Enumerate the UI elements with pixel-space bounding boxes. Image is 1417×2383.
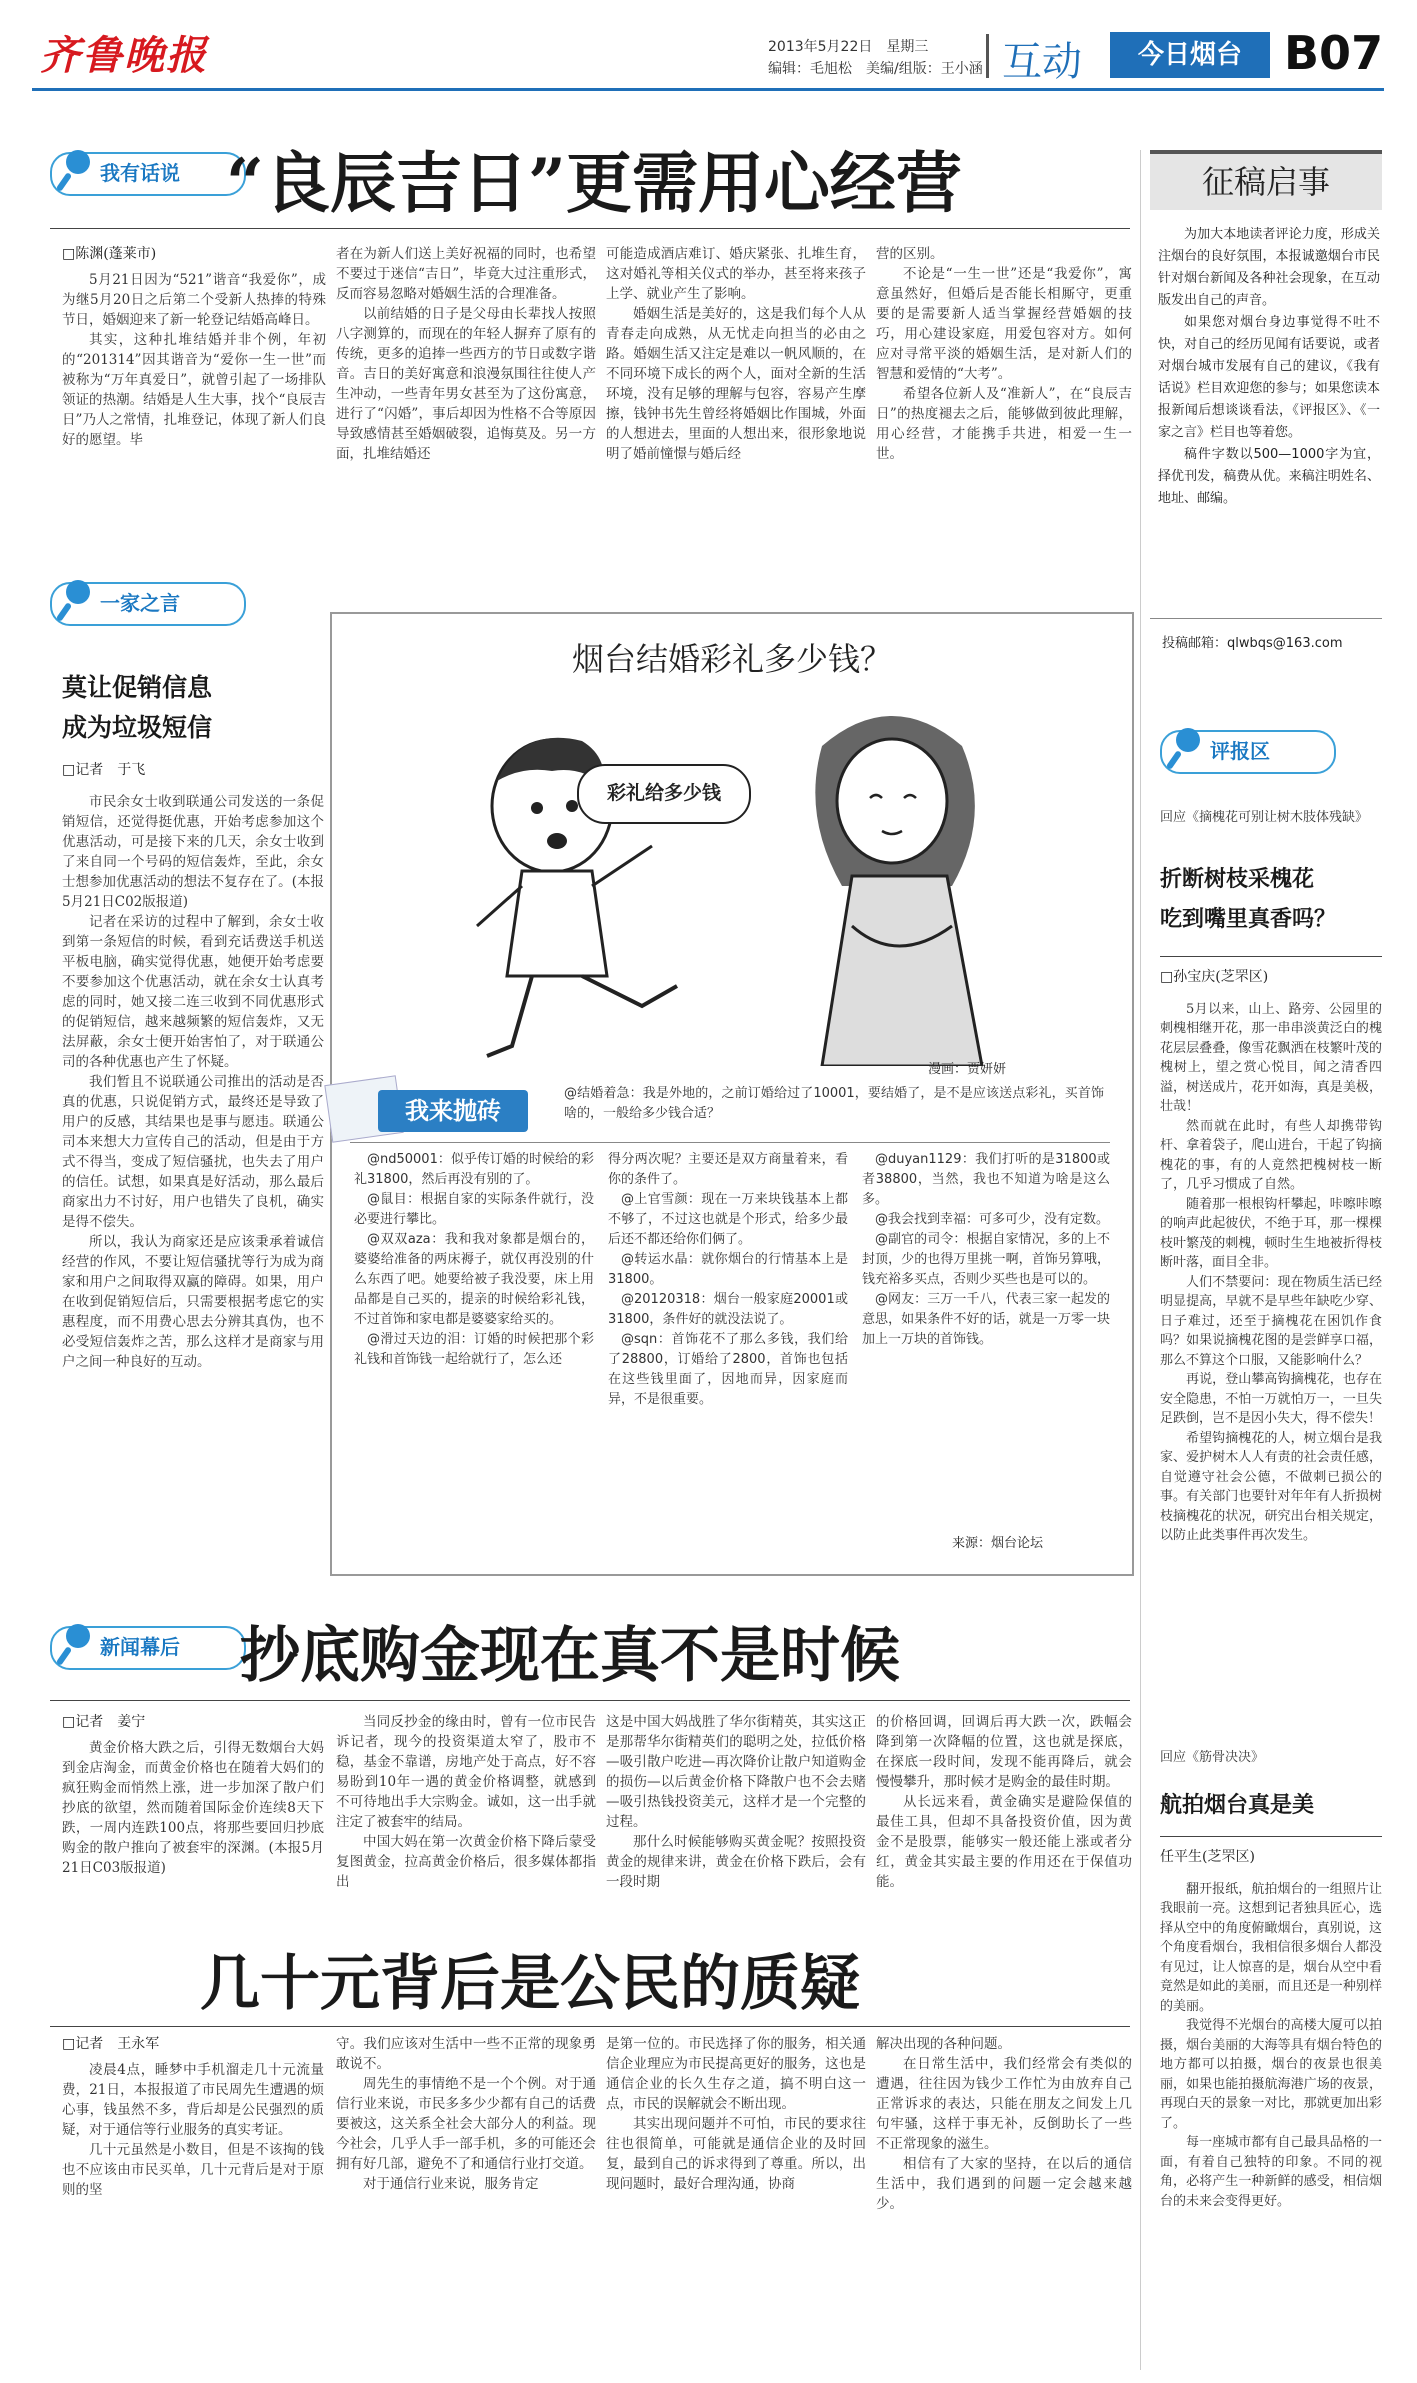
feature-column-2: [608, 1150, 848, 1530]
notice-title: 征稿启事: [1201, 163, 1330, 201]
editors-credit: 编辑：毛旭松 美编/组版：王小涵: [768, 61, 983, 77]
article-title-auspicious-day: “良辰吉日”更需用心经营: [226, 144, 962, 222]
throw-brick-label: [378, 1090, 528, 1132]
column-tag-xin-wen-mu-hou: [50, 1626, 246, 1670]
paragraph: 守。我们应该对生活中一些不正常的现象勇敢说不。: [336, 2036, 596, 2072]
feature-divider: [350, 1142, 1110, 1143]
paragraph: 凌晨4点，睡梦中手机溜走几十元流量费，21日，本报报道了市民周先生遭遇的烦心事，钱虽然不多，背后却是公民强烈的质疑，对于通信等行业服务的真实考证。: [62, 2062, 324, 2138]
article2-title-line-1: 莫让促销信息: [62, 673, 213, 702]
comment: @nd50001：似乎传订婚的时候给的彩礼31800，然后再没有别的了。: [354, 1152, 594, 1187]
paragraph: 希望钩摘槐花的人，树立烟台是我家、爱护树木人人有责的社会责任感，自觉遵守社会公德，不做刺已损公的事。有关部门也要针对年年有人折损树枝摘槐花的状况，研究出台相关规定，以防止此类事件再次发生。: [1160, 1430, 1382, 1543]
cartoon-illustration: [392, 686, 1082, 1066]
microphone-icon: [1166, 724, 1204, 772]
article1-column-2: [336, 244, 596, 540]
review2-byline: 任平生(芝罘区): [1160, 1849, 1255, 1865]
paragraph: 解决出现的各种问题。: [876, 2036, 1011, 2052]
article4-column-4: [876, 2034, 1132, 2374]
throw-brick-text: 我来抛砖: [405, 1097, 501, 1125]
paragraph: 市民余女士收到联通公司发送的一条促销短信，还觉得挺优惠，开始考虑参加这个优惠活动，可是接下来的几天，余女士收到了来自同一个号码的短信轰炸，至此，余女士想参加优惠活动的想法不复存在了。(本报5月21日C02版报道): [62, 794, 324, 910]
notice-email: 投稿邮箱：qlwbqs@163.com: [1162, 636, 1343, 651]
call-for-papers-box: [1150, 150, 1382, 680]
paragraph: 者在为新人们送上美好祝福的同时，也希望不要过于迷信“吉日”，毕竟大过注重形式，反而容易忽略对婚姻生活的合理准备。: [336, 246, 596, 302]
paragraph: 如果您对烟台身边事觉得不吐不快，对自己的经历见闻有话要说，或者对烟台城市发展有自己的建议，《我有话说》栏目欢迎您的参与；如果您读本报新闻后想谈谈看法，《评报区》、《一家之言》栏目也等着您。: [1158, 315, 1380, 440]
article1-byline: □陈渊(蓬莱市): [62, 246, 157, 262]
paragraph: 对于通信行业来说，服务肯定: [363, 2176, 539, 2192]
paragraph: 然而就在此时，有些人却携带钩杆、拿着袋子，爬山进台，干起了钩摘槐花的事，有的人竟然把槐树枝一断了，几乎习惯成了自然。: [1160, 1118, 1382, 1192]
subsection-label: 今日烟台: [1137, 40, 1242, 70]
paragraph: 人们不禁要问：现在物质生活已经明显提高，早就不是早些年缺吃少穿、日子难过，还至于摘槐花在困饥作食吗？如果说摘槐花图的是尝鲜享口福，那么不算这个口服，又能影响什么？: [1160, 1274, 1382, 1368]
article2-body: [62, 760, 324, 1590]
article2-byline: □记者 于飞: [62, 762, 146, 778]
divider: [50, 2026, 1130, 2027]
divider: [50, 228, 1130, 229]
paragraph: 不论是“一生一世”还是“我爱你”，寓意虽然好，但婚后是否能长相厮守，更重要的是需要新人适当掌握经营婚姻的技巧，用心建设家庭，用爱包容对方。如何应对寻常平淡的婚姻生活，是对新人们的智慧和爱情的“大考”。: [876, 266, 1132, 382]
column-tag-label: 一家之言: [100, 591, 180, 615]
paragraph: 从长远来看，黄金确实是避险保值的最佳工具，但却不具备投资价值，因为黄金不是股票，能够实一般还能上涨或者分红，黄金其实最主要的作用还在于保值功能。: [876, 1794, 1132, 1890]
paragraph: 其实，这种扎堆结婚并非个例，年初的“201314”因其谐音为“爱你一生一世”而被称为“万年真爱日”，就曾引起了一场排队领证的热潮。结婚是人生大事，找个“良辰吉日”乃人之常情，扎堆登记，体现了新人们良好的愿望。毕: [62, 332, 326, 448]
comment: @滑过天边的泪：订婚的时候把那个彩礼钱和首饰钱一起给就行了，怎么还: [354, 1332, 594, 1367]
feature-box: [330, 612, 1134, 1576]
speech-bubble-text: 彩礼给多少钱: [606, 782, 721, 804]
review1-title-line-2: 吃到嘴里真香吗？: [1160, 906, 1337, 932]
comment: @副官的司令：根据自家情况，多的上不封顶，少的也得万里挑一啊，首饰另算哦，钱充裕多买点，否则少买些也是可以的。: [862, 1232, 1110, 1287]
comment: @双双aza：我和我对象都是烟台的，婆婆给准备的两床褥子，就仅再没别的什么东西了吧。她要给被子我没要，床上用品都是自己买的，提亲的时候给彩礼钱，不过首饰和家电都是婆婆家给买的。: [354, 1232, 594, 1327]
article4-column-3: [606, 2034, 866, 2374]
paragraph: 为加大本地读者评论力度，形成关注烟台的良好氛围，本报诚邀烟台市民针对烟台新闻及各种社会现象，在互动版发出自己的声音。: [1158, 227, 1380, 308]
paragraph: 希望各位新人及“准新人”，在“良辰吉日”的热度褪去之后，能够做到彼此理解，用心经营，才能携手共进，相爱一生一世。: [876, 386, 1132, 462]
speech-bubble: [577, 764, 751, 824]
paragraph: 那什么时候能够购买黄金呢？按照投资黄金的规律来讲，黄金在价格下跌后，会有一段时期: [606, 1834, 866, 1890]
microphone-icon: [56, 576, 94, 624]
comment: @上官雪颜：现在一万来块钱基本上都不够了，不过这也就是个形式，给多少最后还不都还给你们俩了。: [608, 1192, 848, 1247]
comment: @我会找到幸福：可多可少，没有定数。: [875, 1212, 1110, 1227]
comment: 得分两次呢？主要还是双方商量着来，看你的条件了。: [608, 1152, 848, 1187]
review1-title-line-1: 折断树枝采槐花: [1160, 866, 1315, 892]
subsection-badge: [1110, 32, 1270, 78]
notice-title-bar: [1150, 150, 1382, 210]
comment: @鼠目：根据自家的实际条件就行，没必要进行攀比。: [354, 1192, 594, 1227]
cartoon-credit: 漫画：贾妍妍: [928, 1062, 1007, 1077]
article3-column-4: [876, 1712, 1132, 1922]
divider: [1160, 1836, 1382, 1837]
paragraph: 是第一位的。市民选择了你的服务，相关通信企业理应为市民提高更好的服务，这也是通信企业的长久生存之道，搞不明白这一点，市民的误解就会不断出现。: [606, 2036, 866, 2112]
paragraph: 随着那一根根钩杆攀起，咔嚓咔嚓的响声此起彼伏，不绝于耳，那一棵棵枝叶繁茂的刺槐，顿时生生地被折得枝断叶落，面目全非。: [1160, 1196, 1382, 1270]
comment: @duyan1129：我们打听的是31800或者38800，当然，我也不知道为啥是这么多。: [862, 1152, 1110, 1207]
column-tag-ping-bao-qu: [1160, 730, 1336, 774]
paragraph: 中国大妈在第一次黄金价格下降后蒙受复图黄金，拉高黄金价格后，很多媒体都指出: [336, 1834, 596, 1890]
paragraph: 稿件字数以500—1000字为宜，择优刊发，稿费从优。来稿注明姓名、地址、邮编。: [1158, 447, 1380, 506]
paragraph: 周先生的事情绝不是一个个例。对于通信行业来说，市民多多少少都有自己的话费要被这，这关系全社会大部分人的利益。现今社会，几乎人手一部手机，多的可能还会拥有好几部，避免不了和通信行业打交道。: [336, 2076, 596, 2172]
column-tag-wo-you-hua-shuo: [50, 152, 246, 196]
column-tag-label: 新闻幕后: [100, 1635, 180, 1659]
comment: @sqn：首饰花不了那么多钱，我们给了28800，订婚给了2800，首饰也包括在这些钱里面了，因地而异，因家庭而异，不是很重要。: [608, 1332, 848, 1407]
paragraph: 所以，我认为商家还是应该秉承着诚信经营的作风，不要让短信骚扰等行为成为商家和用户之间取得双赢的障碍。如果，用户在收到促销短信后，只需要根据考虑它的实惠程度，而不用费心思去分辨其真伪，也不必受短信轰炸之苦，那么这样才是商家与用户之间一种良好的互动。: [62, 1234, 324, 1370]
review1-byline: □孙宝庆(芝罘区): [1160, 969, 1269, 985]
article1-column-1: [62, 244, 326, 540]
masthead: [0, 0, 1417, 92]
article3-column-3: [606, 1712, 866, 1922]
paragraph: 相信有了大家的坚持，在以后的通信生活中，我们遇到的问题一定会越来越少。: [876, 2156, 1132, 2212]
article2-title-line-2: 成为垃圾短信: [62, 713, 213, 742]
article3-column-2: [336, 1712, 596, 1922]
paragraph: 营的区别。: [876, 246, 944, 262]
paragraph: 我觉得不光烟台的高楼大厦可以拍摄，烟台美丽的大海等具有烟台特色的地方都可以拍摄，烟台的夜景也很美丽，如果也能拍摄航海港广场的夜景，再现白天的景象一对比，那就更加出彩了。: [1160, 2018, 1382, 2131]
cartoon-woman: [815, 716, 982, 1066]
throw-brick-banner: [318, 1080, 558, 1140]
feature-intro: @结婚着急：我是外地的，之前订婚给过了10001，要结婚了，是不是应该送点彩礼，买首饰啥的，一般给多少钱合适？: [564, 1086, 1104, 1121]
divider: [1160, 956, 1382, 957]
column-tag-label: 我有话说: [100, 161, 180, 185]
notice-divider: [1150, 618, 1382, 619]
review1-body: [1160, 968, 1382, 1748]
article1-column-4: [876, 244, 1132, 540]
article-title-gold-bottom: 抄底购金现在真不是时候: [240, 1621, 900, 1691]
article4-column-1: [62, 2034, 324, 2374]
paragraph: 每一座城市都有自己最具品格的一面，有着自己独特的印象。不同的视角，必将产生一种新鲜的感受，相信烟台的未来会变得更好。: [1160, 2135, 1382, 2209]
article4-byline: □记者 王永军: [62, 2036, 160, 2052]
feature-column-1: [354, 1150, 594, 1530]
article3-column-1: [62, 1712, 324, 1922]
paragraph: 记者在采访的过程中了解到，余女士收到第一条短信的时候，看到充话费送手机送平板电脑，确实觉得优惠，她便开始考虑要不要参加这个优惠活动，就在余女士认真考虑的同时，她又接二连三收到不同优惠形式的促销短信，越来越频繁的短信轰炸，又无法屏蔽，余女士便开始害怕了，对于联通公司的各种优惠也产生了怀疑。: [62, 914, 324, 1070]
paragraph: 我们暂且不说联通公司推出的活动是否真的优惠，只说促销方式，最终还是导致了用户的反感，其结果也是事与愿违。联通公司本来想大力宣传自己的活动，但是由于方式不得当，变成了短信骚扰，也失去了用户的信任。试想，如果真是好活动，那么最后商家出力不讨好，用户也错失了良机，确实是得不偿失。: [62, 1074, 324, 1230]
article3-byline: □记者 姜宁: [62, 1714, 146, 1730]
paragraph: 这是中国大妈战胜了华尔街精英，其实这正是那帮华尔街精英们的聪明之处，拉低价格—吸引散户吃进—再次降价让散户知道购金的损伤—以后黄金价格下降散户也不会去赌—吸引热钱投资美元，这样才是一个完整的过程。: [606, 1714, 866, 1830]
paragraph: 的价格回调，回调后再大跌一次，跌幅会降到第一次降幅的位置，这也就是探底，在探底一段时间，发现不能再降后，就会慢慢攀升，那时候才是购金的最佳时期。: [876, 1714, 1132, 1790]
column-tag-label: 评报区: [1210, 739, 1270, 763]
paragraph: 以前结婚的日子是父母由长辈找人按照八字测算的，而现在的年轻人摒弃了原有的传统，更多的追捧一些西方的节日或数字谐音。吉日的美好寓意和浪漫氛围往往使人产生冲动，一些青年男女甚至为了这份寓意，进行了“闪婚”，事后却因为性格不合等原因导致感情甚至婚姻破裂，追悔莫及。另一方面，扎堆结婚还: [336, 306, 596, 462]
feature-column-3: [862, 1150, 1110, 1490]
divider: [50, 1700, 1130, 1701]
paragraph: 翻开报纸，航拍烟台的一组照片让我眼前一亮。这想到记者独具匠心，选择从空中的角度俯瞰烟台，真别说，这个角度看烟台，我相信很多烟台人都没有见过，让人惊喜的是，烟台从空中看竟然是如此的美丽，而且还是一种别样的美丽。: [1160, 1881, 1382, 2014]
masthead-divider: [986, 34, 989, 78]
paragraph: 几十元虽然是小数目，但是不该掏的钱也不应该由市民买单，几十元背后是对于原则的坚: [62, 2142, 324, 2198]
comment: @网友：三万一千八，代表三家一起发的意思，如果条件不好的话，就是一万零一块加上一万块的首饰钱。: [862, 1292, 1110, 1347]
article1-column-3: [606, 244, 866, 540]
masthead-rule: [32, 88, 1384, 91]
article4-column-2: [336, 2034, 596, 2374]
paragraph: 可能造成酒店难订、婚庆紧张、扎堆生育，这对婚礼等相关仪式的举办，甚至将来孩子上学、就业产生了影响。: [606, 246, 866, 302]
comment: @20120318：烟台一般家庭20001或31800，条件好的就没法说了。: [608, 1292, 848, 1327]
paragraph: 黄金价格大跌之后，引得无数烟台大妈到金店淘金，而黄金价格也在随着大妈们的疯狂购金而悄然上涨，进一步加深了散户们抄底的欲望，然而随着国际金价连续8天下跌，一周内连跌100点，将那些要回归抄底购金的散户推向了被套牢的深渊。(本报5月21日C03版报道): [62, 1740, 324, 1876]
notice-body: [1158, 224, 1380, 604]
comment: @转运水晶：就你烟台的行情基本上是31800。: [608, 1252, 848, 1287]
paragraph: 5月21日因为“521”谐音“我爱你”，成为继5月20日之后第二个受新人热捧的特殊节日，婚姻迎来了新一轮登记结婚高峰日。: [62, 272, 326, 328]
paragraph: 婚姻生活是美好的，这是我们每个人从青春走向成熟，从无忧走向担当的必由之路。婚姻生活又注定是难以一帆风顺的，在不同环境下成长的两个人，面对全新的生活环境，没有足够的理解与包容，容易产生摩擦，钱钟书先生曾经将婚姻比作围城，外面的人想进去，里面的人想出来，很形象地说明了婚前憧憬与婚后经: [606, 306, 866, 462]
microphone-icon: [56, 1620, 94, 1668]
issue-date: 2013年5月22日 星期三: [768, 39, 929, 55]
article-title-citizen-doubt: 几十元背后是公民的质疑: [200, 1949, 860, 2019]
review-column-rule: [1140, 150, 1141, 2370]
page-number: B07: [1284, 26, 1384, 80]
paragraph: 当同反抄金的缘由时，曾有一位市民告诉记者，现今的投资渠道太窄了，股市不稳，基金不靠谱，房地产处于高点，好不容易盼到10年一遇的黄金价格调整，就感到不可待地出手大宗购金。诚如，这一出手就注定了被套牢的结局。: [336, 1714, 596, 1830]
column-tag-yi-jia-zhi-yan: [50, 582, 246, 626]
paragraph: 再说，登山攀高钩摘槐花，也存在安全隐患，不怕一万就怕万一，一旦失足跌倒，岂不是因小失大，得不偿失！: [1160, 1372, 1382, 1426]
paragraph: 在日常生活中，我们经常会有类似的遭遇，往往因为钱少工作忙为由放弃自己正常诉求的表达，只能在朋友之间发上几句牢骚，这样于事无补，反倒助长了一些不正常现象的滋生。: [876, 2056, 1132, 2152]
review2-title: 航拍烟台真是美: [1160, 1792, 1315, 1818]
paragraph: 其实出现问题并不可怕，市民的要求往往也很简单，可能就是通信企业的及时回复，最到自己的诉求得到了尊重。所以，出现问题时，最好合理沟通，协商: [606, 2116, 866, 2192]
review2-body: [1160, 1848, 1382, 2368]
microphone-icon: [56, 146, 94, 194]
review1-reference: 回应《摘槐花可别让树木肢体残缺》: [1160, 810, 1369, 825]
section-name: 互动: [1002, 39, 1082, 85]
feature-title: 烟台结婚彩礼多少钱？: [571, 640, 892, 678]
feature-source: 来源：烟台论坛: [952, 1536, 1044, 1551]
review2-reference: 回应《筋骨决决》: [1160, 1750, 1265, 1765]
newspaper-logo: 齐鲁晚报: [40, 32, 208, 79]
paragraph: 5月以来，山上、路旁、公园里的刺槐相继开花，那一串串淡黄泛白的槐花层层叠叠，像雪花飘洒在枝繁叶茂的槐树上，望之赏心悦目，闻之清香四溢，树送成片，花开如海，真是美极，壮哉！: [1160, 1001, 1382, 1114]
